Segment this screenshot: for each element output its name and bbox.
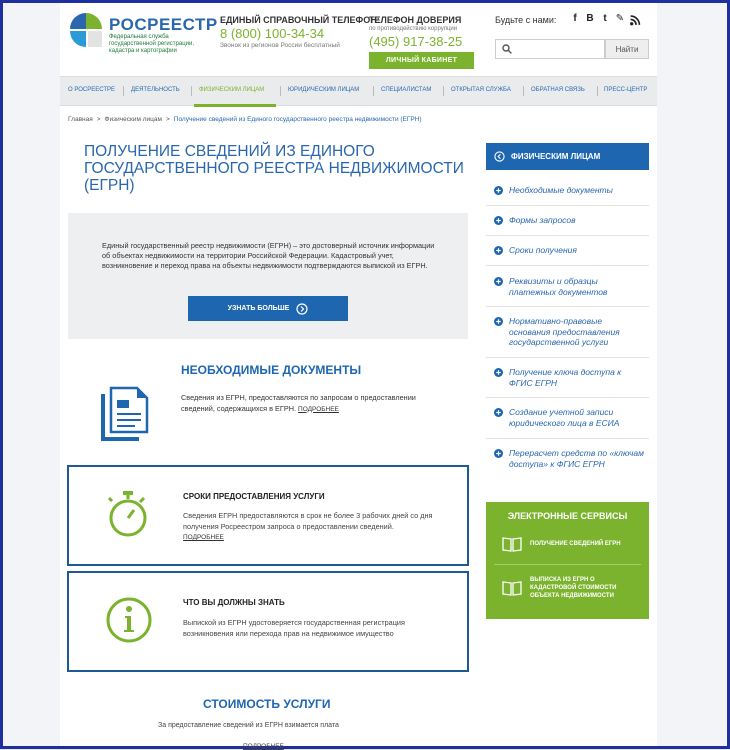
nav-separator xyxy=(443,86,444,96)
sidebar-item-label: Перерасчет средств по «ключам доступа» к ФГИС ЕГРН xyxy=(509,448,644,469)
terms-more-link[interactable]: ПОДРОБНЕЕ xyxy=(183,534,224,541)
sidebar-item-label: Реквизиты и образцы платежных документов xyxy=(509,276,608,297)
sidebar-divider xyxy=(486,205,649,206)
rss-icon[interactable] xyxy=(629,15,641,26)
page xyxy=(60,3,657,750)
plus-circle-icon xyxy=(494,449,503,458)
blog-icon[interactable]: ✎ xyxy=(615,13,625,24)
arrow-right-circle-icon xyxy=(296,303,308,315)
docs-heading: НЕОБХОДИМЫЕ ДОКУМЕНТЫ xyxy=(181,363,362,377)
sidebar-heading[interactable] xyxy=(486,143,649,170)
service-cadastral-value[interactable] xyxy=(502,576,642,600)
sidebar-item-label: Получение ключа доступа к ФГИС ЕГРН xyxy=(509,367,622,388)
sidebar-item-label: Создание учетной записи юридического лица в ЕСИА xyxy=(509,407,620,428)
nav-active-indicator xyxy=(194,104,276,107)
help-phone-label: ЕДИНЫЙ СПРАВОЧНЫЙ ТЕЛЕФОН: xyxy=(220,15,380,25)
book-icon xyxy=(502,536,522,552)
nav-separator xyxy=(523,86,524,96)
nav-separator xyxy=(280,86,281,96)
docs-description: Сведения из ЕГРН, предоставляются по запросам о предоставлении сведений, содержащихся в ЕГРН. xyxy=(181,393,416,413)
service-label: ВЫПИСКА ИЗ ЕГРН О КАДАСТРОВОЙ СТОИМОСТИ ОБЪЕКТА НЕДВИЖИМОСТИ xyxy=(530,577,617,599)
trust-phone-number: (495) 917-38-25 xyxy=(369,34,463,49)
terms-description: Сведения ЕГРН предоставляются в срок не более 3 рабочих дней со дня получения Росреестром запроса о предоставлении сведений. xyxy=(183,511,433,531)
sidebar-item-recalculation[interactable] xyxy=(494,448,644,469)
nav-separator xyxy=(191,86,192,96)
docs-more-link[interactable]: ПОДРОБНЕЕ xyxy=(298,405,339,413)
plus-circle-icon xyxy=(494,408,503,417)
social-label: Будьте с нами: xyxy=(495,15,557,25)
help-phone-number: 8 (800) 100-34-34 xyxy=(220,26,325,41)
sidebar-item-label: Нормативно-правовые основания предоставления государственной услуги xyxy=(509,316,620,347)
nav-activity[interactable]: ДЕЯТЕЛЬНОСТЬ xyxy=(131,87,180,93)
document-icon xyxy=(101,386,149,441)
electronic-services-panel xyxy=(486,502,649,619)
service-egrn-info[interactable] xyxy=(502,536,642,552)
search-button[interactable]: Найти xyxy=(605,39,649,59)
sidebar-divider xyxy=(486,306,649,307)
logo-title[interactable]: РОСРЕЕСТР xyxy=(109,15,218,34)
breadcrumb-section[interactable]: Физическим лицам xyxy=(104,116,162,123)
sidebar-divider xyxy=(486,397,649,398)
cost-more-link[interactable]: ПОДРОБНЕЕ xyxy=(243,743,284,750)
sidebar-item-label: Необходимые документы xyxy=(509,185,613,195)
search-input[interactable] xyxy=(495,39,605,59)
terms-box xyxy=(67,465,469,566)
search-icon xyxy=(502,44,512,54)
chevron-left-circle-icon xyxy=(494,151,505,162)
intro-block xyxy=(68,213,468,339)
trust-phone-note: по противодействию коррупции xyxy=(369,26,458,32)
sidebar-item-esia-account[interactable] xyxy=(494,407,644,428)
main-nav xyxy=(60,76,657,106)
sidebar-item-required-docs[interactable] xyxy=(494,185,644,196)
nav-specialists[interactable]: СПЕЦИАЛИСТАМ xyxy=(381,87,432,93)
know-text: Выпиской из ЕГРН удостоверяется государственная регистрация возникновения или перехода прав на недвижимое имущество xyxy=(183,618,405,638)
sidebar-item-label: Формы запросов xyxy=(509,215,576,225)
sidebar-divider xyxy=(486,357,649,358)
know-title: ЧТО ВЫ ДОЛЖНЫ ЗНАТЬ xyxy=(183,598,285,607)
services-title: ЭЛЕКТРОННЫЕ СЕРВИСЫ xyxy=(507,511,628,521)
breadcrumb-separator: > xyxy=(165,116,170,123)
terms-text xyxy=(183,511,433,544)
plus-circle-icon xyxy=(494,246,503,255)
info-icon xyxy=(104,595,154,645)
nav-individuals[interactable]: ФИЗИЧЕСКИМ ЛИЦАМ xyxy=(199,87,265,93)
nav-press-center[interactable]: ПРЕСС-ЦЕНТР xyxy=(604,87,648,93)
sidebar-item-request-forms[interactable] xyxy=(494,215,644,226)
sidebar-item-terms[interactable] xyxy=(494,245,644,256)
terms-title: СРОКИ ПРЕДОСТАВЛЕНИЯ УСЛУГИ xyxy=(183,492,325,501)
page-title: ПОЛУЧЕНИЕ СВЕДЕНИЙ ИЗ ЕДИНОГО ГОСУДАРСТВЕННОГО РЕЕСТРА НЕДВИЖИМОСТИ (ЕГРН) xyxy=(84,143,464,194)
breadcrumb-separator: > xyxy=(96,116,101,123)
cost-text: За предоставление сведений из ЕГРН взимается плата xyxy=(158,722,339,729)
learn-more-button[interactable] xyxy=(188,296,348,321)
nav-feedback[interactable]: ОБРАТНАЯ СВЯЗЬ xyxy=(531,87,585,93)
know-box xyxy=(67,571,469,672)
docs-text xyxy=(181,393,426,415)
plus-circle-icon xyxy=(494,186,503,195)
nav-separator xyxy=(597,86,598,96)
sidebar-divider xyxy=(486,235,649,236)
service-label: ПОЛУЧЕНИЕ СВЕДЕНИЙ ЕГРН xyxy=(530,541,621,547)
vkontakte-icon[interactable]: В xyxy=(586,13,594,24)
sidebar-divider xyxy=(486,438,649,439)
plus-circle-icon xyxy=(494,368,503,377)
sidebar-item-label: Сроки получения xyxy=(509,245,577,255)
plus-circle-icon xyxy=(494,216,503,225)
sidebar-heading-label: ФИЗИЧЕСКИМ ЛИЦАМ xyxy=(511,152,601,161)
breadcrumb xyxy=(68,116,422,123)
nav-about[interactable]: О РОСРЕЕСТРЕ xyxy=(68,87,116,93)
stopwatch-icon xyxy=(104,489,154,539)
sidebar-divider xyxy=(486,265,649,266)
nav-separator xyxy=(373,86,374,96)
services-divider xyxy=(494,564,641,565)
learn-more-label: УЗНАТЬ БОЛЬШЕ xyxy=(227,305,290,312)
personal-cabinet-button[interactable]: ЛИЧНЫЙ КАБИНЕТ xyxy=(369,52,474,69)
rosreestr-logo[interactable] xyxy=(68,11,104,59)
sidebar-item-legal-basis[interactable] xyxy=(494,316,644,348)
plus-circle-icon xyxy=(494,317,503,326)
nav-separator xyxy=(123,86,124,96)
breadcrumb-home[interactable]: Главная xyxy=(68,116,93,123)
sidebar-item-payment-details[interactable] xyxy=(494,276,644,297)
twitter-icon[interactable]: t xyxy=(603,13,607,24)
breadcrumb-current: Получение сведений из Единого государственного реестра недвижимости (ЕГРН) xyxy=(173,116,422,123)
nav-legal-entities[interactable]: ЮРИДИЧЕСКИМ ЛИЦАМ xyxy=(288,87,360,93)
cost-heading: СТОИМОСТЬ УСЛУГИ xyxy=(203,697,331,711)
logo-subtitle: Федеральная служба государственной регистрации, кадастра и картографии xyxy=(109,34,194,54)
help-phone-note: Звонок из регионов России бесплатный xyxy=(220,42,340,49)
facebook-icon[interactable]: f xyxy=(573,13,577,24)
sidebar-item-access-key[interactable] xyxy=(494,367,644,388)
book-icon xyxy=(502,580,522,596)
intro-text: Единый государственный реестр недвижимости (ЕГРН) – это достоверный источник информации об объектах недвижимости на территории Российской Федерации. Кадастровый учет, возникновение и переход права на объекты недвижимости подтверждаются выпиской из ЕГРН. xyxy=(102,241,435,270)
plus-circle-icon xyxy=(494,277,503,286)
trust-phone-label: ТЕЛЕФОН ДОВЕРИЯ xyxy=(369,15,462,25)
nav-open-service[interactable]: ОТКРЫТАЯ СЛУЖБА xyxy=(451,87,511,93)
